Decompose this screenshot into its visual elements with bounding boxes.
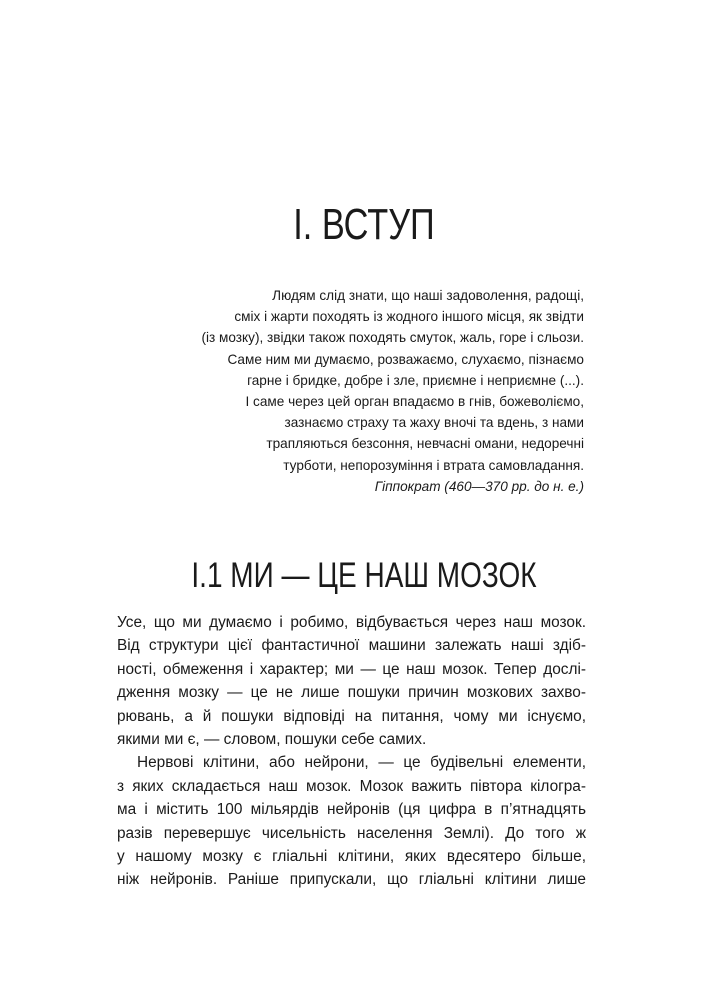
epigraph-attribution: Гіппократ (460—370 рр. до н. е.) xyxy=(374,478,584,494)
body-line: рювань, а й пошуки відповіді на питання, чому ми існуємо, xyxy=(117,707,586,725)
epigraph-line: трапляються безсоння, невчасні омани, недоречні xyxy=(266,436,584,452)
epigraph-line: сміх і жарти походять із жодного іншого місця, як звідти xyxy=(234,309,584,325)
paragraph-2 xyxy=(117,751,586,891)
body-line: разів перевершує чисельність населення Землі). До того ж xyxy=(117,824,586,842)
epigraph-line: Людям слід знати, що наші задоволення, радощі, xyxy=(272,288,584,303)
chapter-title: I. ВСТУП xyxy=(293,200,435,249)
epigraph-line: (із мозку), звідки також походять смуток, жаль, горе і сльози. xyxy=(201,330,584,346)
body-line: Від структури цієї фантастичної машини залежать наші здіб- xyxy=(117,637,586,655)
body-line: у нашому мозку є гліальні клітини, яких вдесятеро більше, xyxy=(117,848,586,866)
epigraph xyxy=(144,285,584,497)
epigraph-line: гарне і бридке, добре і зле, приємне і неприємне (...). xyxy=(247,372,584,388)
section-title: I.1 МИ — ЦЕ НАШ МОЗОК xyxy=(191,556,537,595)
body-line: дження мозку — це не лише пошуки причин мозкових захво- xyxy=(117,684,586,702)
body-line: ності, обмеження і характер; ми — це наш мозок. Тепер дослі- xyxy=(117,660,586,678)
body-line: Нервові клітини, або нейрони, — це будівельні елементи, xyxy=(137,754,586,772)
body-line: ма і містить 100 мільярдів нейронів (ця цифра в п’ятнадцять xyxy=(117,801,586,819)
body-line: з яких складається наш мозок. Мозок важить півтора кілогра- xyxy=(117,777,586,795)
epigraph-line: І саме через цей орган впадаємо в гнів, божеволіємо, xyxy=(245,394,584,410)
body-line: ніж нейронів. Раніше припускали, що гліальні клітини лише xyxy=(117,871,586,889)
epigraph-line: зазнаємо страху та жаху вночі та вдень, з нами xyxy=(284,415,584,431)
paragraph-1 xyxy=(117,611,586,751)
body-text xyxy=(117,611,586,892)
epigraph-line: турботи, непорозуміння і втрата самовладання. xyxy=(283,457,584,473)
body-line: Усе, що ми думаємо і робимо, відбувається через наш мозок. xyxy=(117,614,586,631)
epigraph-line: Саме ним ми думаємо, розважаємо, слухаємо, пізнаємо xyxy=(227,351,584,367)
body-line: якими ми є, — словом, пошуки себе самих. xyxy=(117,731,427,749)
